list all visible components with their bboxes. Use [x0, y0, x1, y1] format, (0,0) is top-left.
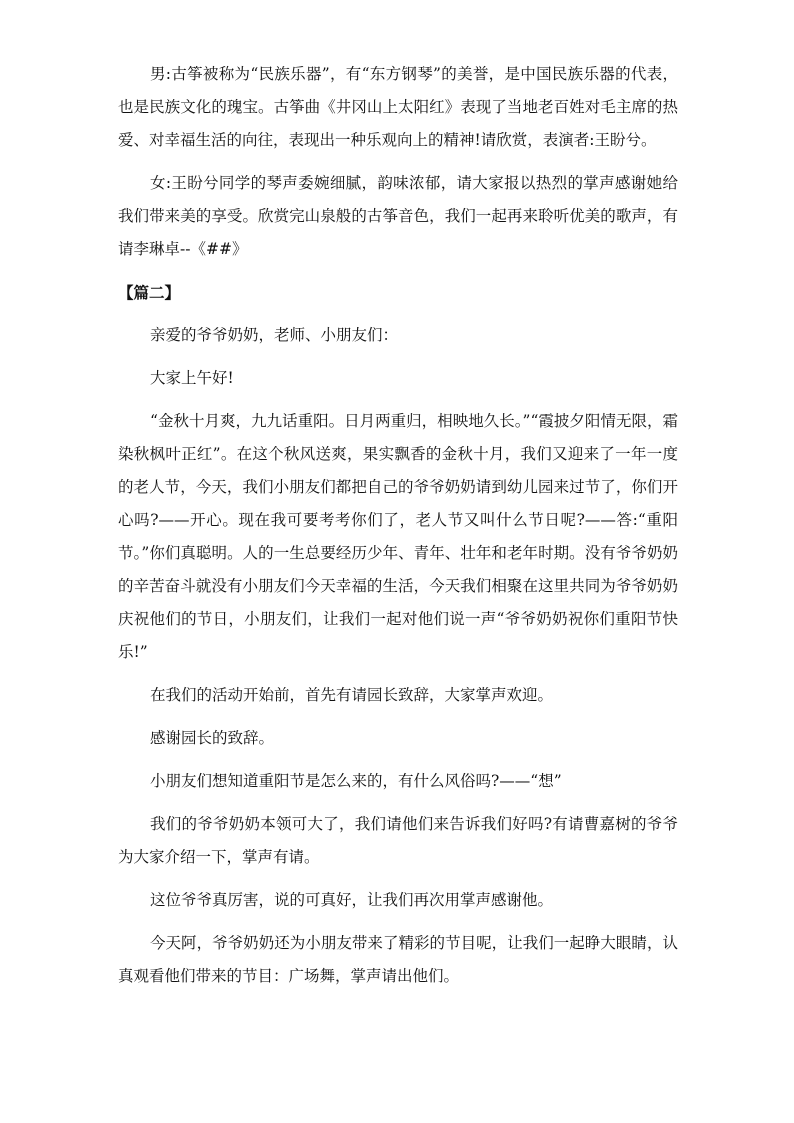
paragraph-guzheng-thanks: 女:王盼兮同学的琴声委婉细腻，韵味浓郁，请大家报以热烈的掌声感谢她给我们带来美的享受。欣赏完山泉般的古筝音色，我们一起再来聆听优美的歌声，有请李琳卓--《##》 [118, 174, 678, 258]
paragraph-origin-question: 小朋友们想知道重阳节是怎么来的，有什么风俗吗?——“想” [150, 772, 562, 790]
paragraph-principal-speech: 在我们的活动开始前，首先有请园长致辞，大家掌声欢迎。 [150, 686, 554, 704]
paragraph-chongyang-intro: “金秋十月爽，九九话重阳。日月两重归，相映地久长。”“霞披夕阳情无限，霜染秋枫叶正红”。在这个秋风送爽，果实飘香的金秋十月，我们又迎来了一年一度的老人节，今天，我们小朋友们都把自己的爷爷奶奶请到幼儿园来过节了，你们开心吗?——开心。现在我可要考考你们了，老人节又叫什么节日呢?——答:“重阳节。”你们真聪明。人的一生总要经历少年、青年、壮年和老年时期。没有爷爷奶奶的辛苦奋斗就没有小朋友们今天幸福的生活，今天我们相聚在这里共同为爷爷奶奶庆祝他们的节日，小朋友们，让我们一起对他们说一声“爷爷奶奶祝你们重阳节快乐!” [118, 412, 678, 661]
paragraph-square-dance: 今天阿，爷爷奶奶还为小朋友带来了精彩的节目呢，让我们一起睁大眼睛，认真观看他们带来的节目：广场舞，掌声请出他们。 [118, 934, 678, 985]
document-page [118, 58, 678, 1003]
paragraph-guzheng-intro: 男:古筝被称为“民族乐器”，有“东方钢琴”的美誉，是中国民族乐器的代表，也是民族文化的瑰宝。古筝曲《井冈山上太阳红》表现了当地老百姓对毛主席的热爱、对幸福生活的向往，表现出一种乐观向上的精神!请欣赏，表演者:王盼兮。 [118, 65, 678, 149]
paragraph-good-morning: 大家上午好! [150, 369, 234, 387]
paragraph-grandpa-intro: 我们的爷爷奶奶本领可大了，我们请他们来告诉我们好吗?有请曹嘉树的爷爷为大家介绍一下，掌声有请。 [118, 815, 678, 866]
paragraph-thanks-grandpa: 这位爷爷真厉害，说的可真好，让我们再次用掌声感谢他。 [150, 891, 554, 909]
section-heading: 【篇二】 [118, 283, 181, 302]
paragraph-thanks-principal: 感谢园长的致辞。 [150, 729, 275, 747]
paragraph-greeting: 亲爱的爷爷奶奶，老师、小朋友们： [150, 326, 399, 344]
